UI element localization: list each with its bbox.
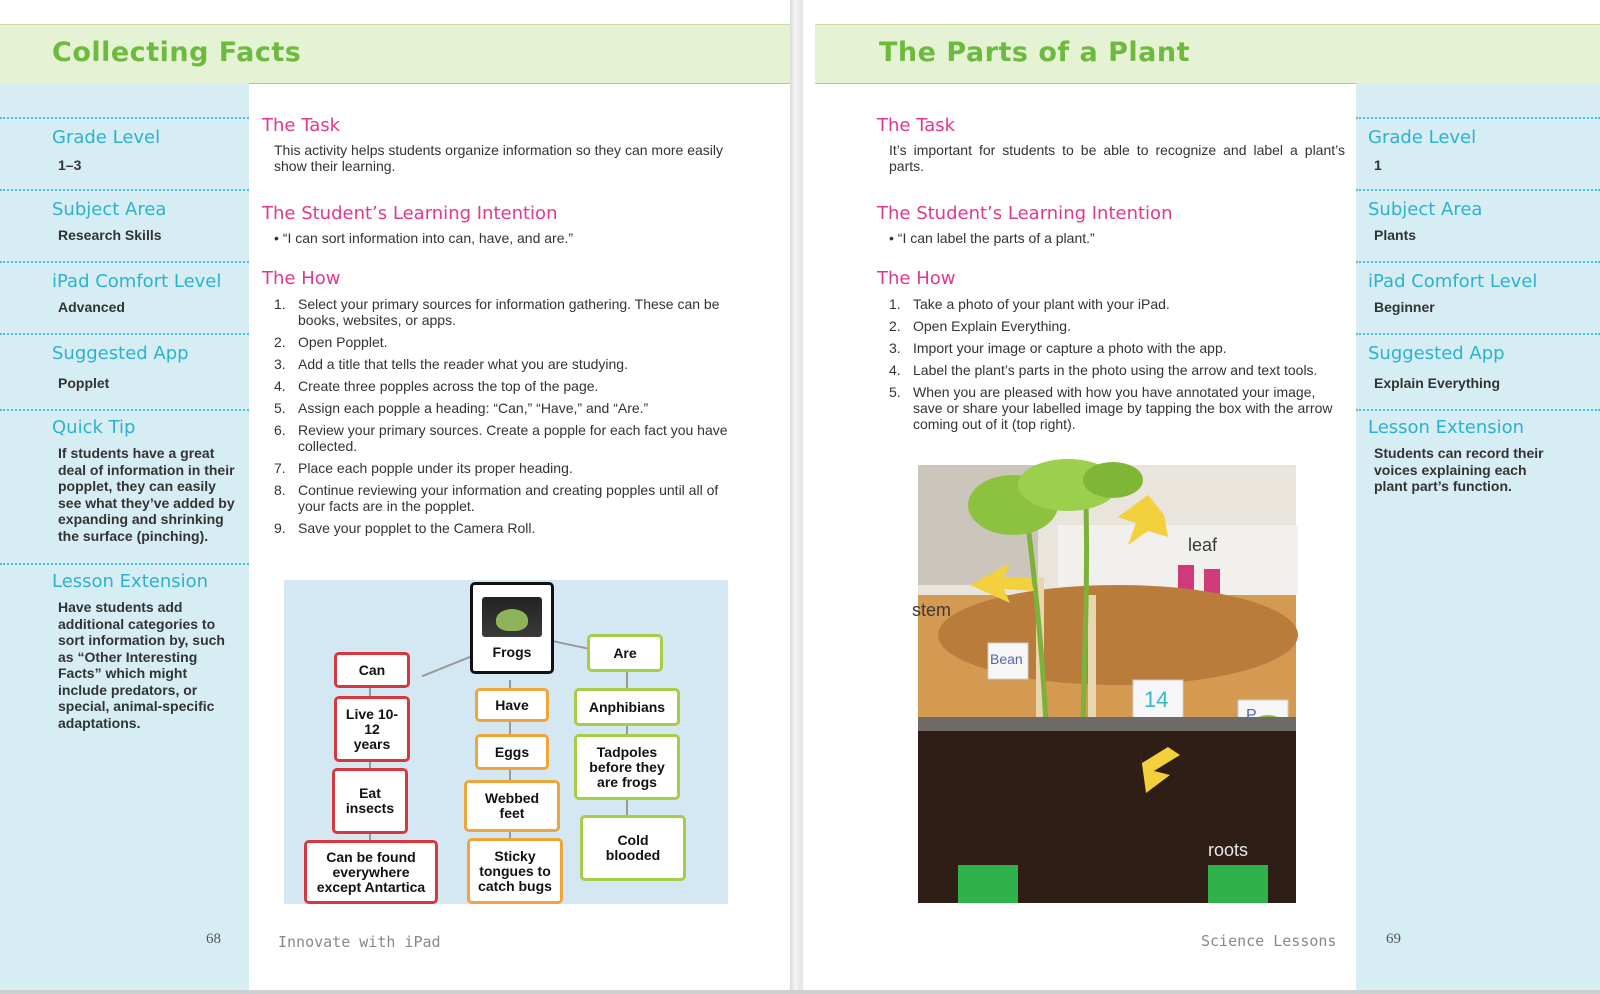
- list-item: 5. Assign each popple a heading: “Can,” “Have,” and “Are.”: [274, 400, 649, 416]
- step-text: Add a title that tells the reader what you are studying.: [298, 356, 628, 372]
- sidebar-heading: Grade Level: [1368, 127, 1477, 148]
- popple-label: Can: [358, 661, 386, 678]
- popple-label: Webbed feet: [484, 790, 540, 821]
- popple: [464, 780, 560, 832]
- plant-photo: [912, 465, 1296, 903]
- left-sidebar-tip: [0, 409, 249, 561]
- how-heading: The How: [877, 268, 956, 289]
- stake: [1088, 595, 1096, 735]
- list-item: 9. Save your popplet to the Camera Roll.: [274, 520, 536, 536]
- step-text: Take a photo of your plant with your iPad.: [913, 296, 1170, 312]
- left-page-title: Collecting Facts: [52, 37, 302, 68]
- popple: [467, 838, 563, 904]
- list-item: 2. Open Explain Everything.: [889, 318, 1071, 334]
- popple-label: Cold blooded: [605, 832, 661, 863]
- frog-image: [482, 597, 542, 637]
- left-sidebar-comfort: [0, 261, 249, 333]
- list-item: 1. Select your primary sources for information gathering. These can be books, websites, or apps.: [274, 296, 720, 328]
- step-text: Assign each popple a heading: “Can,” “Have,” and “Are.”: [298, 400, 649, 416]
- right-sidebar-grade: [1356, 117, 1600, 189]
- intention-text: • “I can sort information into can, have, and are.”: [274, 230, 734, 246]
- list-item: 8. Continue reviewing your information and creating popples until all of your facts are in the popplet.: [274, 482, 719, 514]
- step-text: Review your primary sources. Create a popple for each fact you have collected.: [298, 422, 728, 454]
- popple: [334, 652, 410, 688]
- step-text: When you are pleased with how you have annotated your image, save or share your labelled image by tapping the box with the arrow coming out of it (top right).: [913, 384, 1333, 432]
- left-steps-list: [262, 296, 734, 542]
- popplet-diagram: [284, 580, 728, 904]
- right-sidebar-extension: [1356, 409, 1600, 511]
- right-page-number: 69: [1386, 931, 1401, 947]
- popple-label: Live 10-12 years: [345, 705, 399, 752]
- sidebar-value: Beginner: [1374, 299, 1435, 315]
- step-text: Create three popples across the top of the page.: [298, 378, 599, 394]
- sidebar-value: Research Skills: [58, 227, 162, 243]
- popple: [304, 840, 438, 904]
- popple: [587, 634, 663, 672]
- list-item: 3. Import your image or capture a photo with the app.: [889, 340, 1227, 356]
- sidebar-value: If students have a great deal of information in their popplet, they can easily see what they’ve added by expanding and shrinking the surface (pinching).: [58, 445, 235, 544]
- right-steps-list: [877, 296, 1342, 438]
- photo-label-leaf: leaf: [1188, 535, 1218, 555]
- page-bottom-edge: [0, 990, 1600, 994]
- step-text: Label the plant’s parts in the photo using the arrow and text tools.: [913, 362, 1318, 378]
- popple: [574, 688, 680, 726]
- plant-photo-illustration: [918, 465, 1296, 903]
- popple-label: Anphibians: [588, 698, 666, 715]
- step-text: Open Popplet.: [298, 334, 388, 350]
- popple-label: Have: [495, 696, 529, 713]
- popple-frogs: [470, 582, 554, 674]
- sidebar-heading: Suggested App: [1368, 343, 1505, 364]
- step-text: Continue reviewing your information and creating popples until all of your facts are in the popplet.: [298, 482, 719, 514]
- photo-label-stem: stem: [912, 600, 952, 620]
- sidebar-heading: Quick Tip: [52, 417, 136, 438]
- right-sidebar-comfort: [1356, 261, 1600, 333]
- task-heading: The Task: [877, 115, 956, 136]
- left-page: [0, 0, 790, 994]
- popple: [475, 734, 549, 770]
- sidebar-heading: Lesson Extension: [1368, 417, 1525, 438]
- right-footer: Science Lessons: [1201, 932, 1337, 950]
- right-page-title: The Parts of a Plant: [879, 37, 1191, 68]
- sidebar-value: Popplet: [58, 375, 110, 391]
- list-item: 3. Add a title that tells the reader what you are studying.: [274, 356, 628, 372]
- sidebar-value: Advanced: [58, 299, 125, 315]
- photo-tag-number-text: 14: [1144, 687, 1169, 712]
- popple-label: Eggs: [494, 743, 530, 760]
- sidebar-value: Have students add additional categories to sort information by, such as “Other Interesting Facts” which might include predators, or special, animal-specific adaptations.: [58, 599, 225, 731]
- left-page-number: 68: [206, 931, 221, 947]
- list-item: 7. Place each popple under its proper heading.: [274, 460, 573, 476]
- list-item: 5. When you are pleased with how you have annotated your image, save or share your labelled image by tapping the box with the arrow coming out of it (top right).: [889, 384, 1333, 432]
- step-text: Select your primary sources for information gathering. These can be books, websites, or apps.: [298, 296, 720, 328]
- popple: [574, 734, 680, 800]
- step-text: Place each popple under its proper heading.: [298, 460, 573, 476]
- popple-label: Frogs: [492, 643, 532, 660]
- photo-label-roots: roots: [1208, 840, 1249, 860]
- sidebar-heading: Lesson Extension: [52, 571, 209, 592]
- green-stand: [958, 865, 1018, 903]
- right-sidebar-app: [1356, 333, 1600, 405]
- sidebar-value: Plants: [1374, 227, 1417, 243]
- left-sidebar-grade: [0, 117, 249, 189]
- popple-label: Eat insects: [345, 785, 395, 816]
- list-item: 6. Review your primary sources. Create a popple for each fact you have collected.: [274, 422, 728, 454]
- popple-label: Are: [613, 644, 637, 661]
- photo-tag-p-text: P: [1246, 707, 1257, 724]
- book-gutter: [790, 0, 803, 994]
- list-item: 2. Open Popplet.: [274, 334, 388, 350]
- sidebar-heading: Grade Level: [52, 127, 161, 148]
- popple-label: Sticky tongues to catch bugs: [478, 847, 552, 894]
- sidebar-heading: Subject Area: [52, 199, 167, 220]
- soil-box-rim: [918, 717, 1296, 731]
- green-stand: [1208, 865, 1268, 903]
- list-item: 1. Take a photo of your plant with your iPad.: [889, 296, 1170, 312]
- task-text: This activity helps students organize information so they can more easily show their learning.: [274, 142, 723, 174]
- sidebar-heading: Suggested App: [52, 343, 189, 364]
- popple-label: Tadpoles before they are frogs: [589, 743, 665, 790]
- task-heading: The Task: [262, 115, 341, 136]
- right-sidebar-subject: [1356, 189, 1600, 261]
- popple: [580, 815, 686, 881]
- sidebar-value: Explain Everything: [1374, 375, 1501, 391]
- step-text: Save your popplet to the Camera Roll.: [298, 520, 536, 536]
- left-sidebar-subject: [0, 189, 249, 261]
- how-heading: The How: [262, 268, 341, 289]
- left-title-banner: [0, 24, 790, 84]
- list-item: 4. Label the plant’s parts in the photo using the arrow and text tools.: [889, 362, 1318, 378]
- leaf-shape: [1083, 462, 1143, 498]
- step-text: Open Explain Everything.: [913, 318, 1071, 334]
- left-sidebar: [0, 83, 249, 994]
- popple: [334, 696, 410, 762]
- frog-shape: [496, 609, 528, 631]
- sidebar-heading: iPad Comfort Level: [52, 271, 222, 292]
- popple-label: Can be found everywhere except Antartica: [316, 848, 426, 895]
- popple: [332, 768, 408, 834]
- right-title-banner: [815, 24, 1600, 84]
- photo-tag-bean-text: Bean: [990, 651, 1023, 667]
- sidebar-value: 1: [1374, 157, 1382, 173]
- sidebar-value: Students can record their voices explaining each plant part’s function.: [1374, 445, 1544, 494]
- sidebar-heading: Subject Area: [1368, 199, 1483, 220]
- task-text: It’s important for students to be able to recognize and label a plant’s parts.: [889, 142, 1345, 174]
- intention-heading: The Student’s Learning Intention: [877, 203, 1173, 224]
- sidebar-heading: iPad Comfort Level: [1368, 271, 1538, 292]
- step-text: Import your image or capture a photo with the app.: [913, 340, 1227, 356]
- intention-text: • “I can label the parts of a plant.”: [889, 230, 1345, 246]
- left-sidebar-extension: [0, 563, 249, 745]
- left-sidebar-app: [0, 333, 249, 405]
- sidebar-value: 1–3: [58, 157, 82, 173]
- list-item: 4. Create three popples across the top of the page.: [274, 378, 599, 394]
- left-footer: Innovate with iPad: [278, 933, 441, 951]
- intention-heading: The Student’s Learning Intention: [262, 203, 558, 224]
- right-sidebar: [1356, 83, 1600, 994]
- popple: [475, 688, 549, 722]
